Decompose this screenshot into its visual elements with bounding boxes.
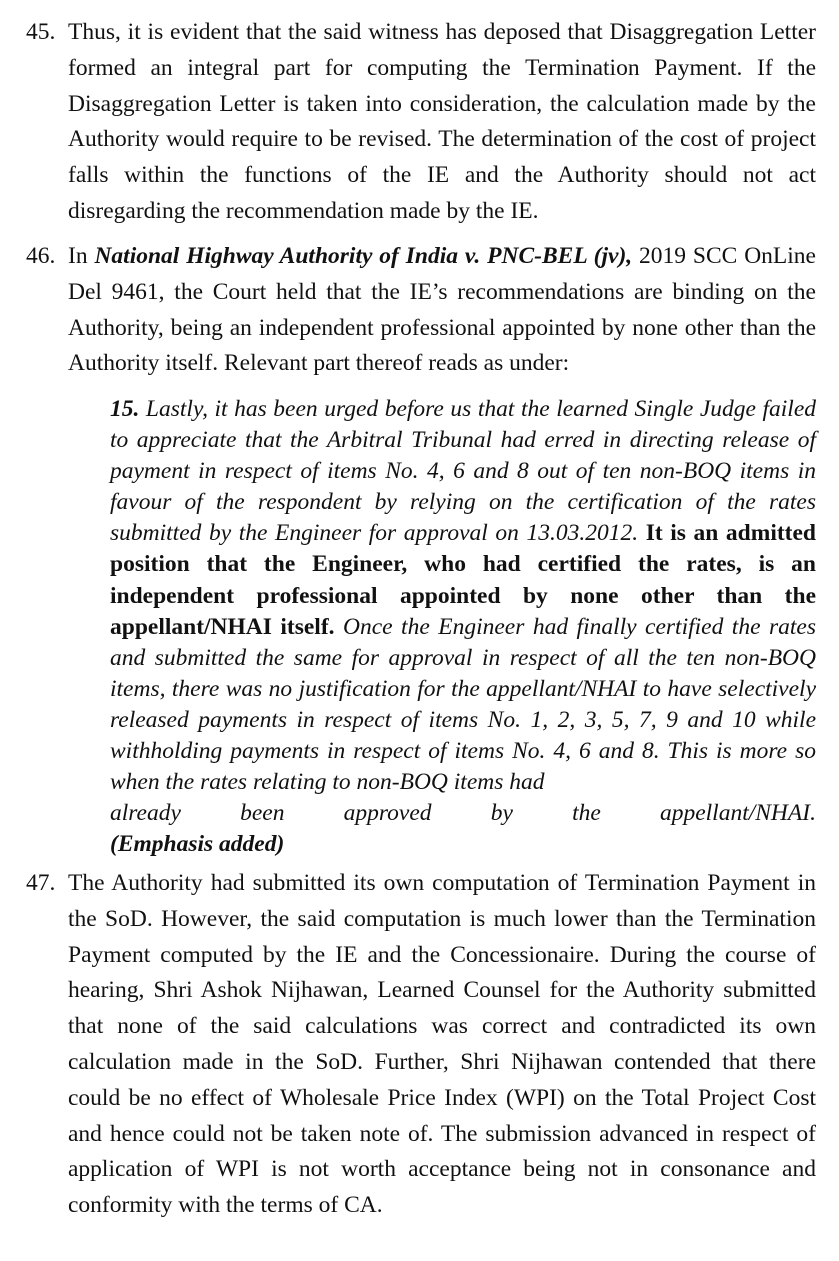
text-before-case: In	[68, 243, 95, 269]
block-quote	[110, 394, 816, 860]
quote-emphasis: It is an admitted position that the Engineer, who had certified the rates, is an independent professional appointed by none other than the appellant/NHAI itself.	[110, 520, 817, 640]
quote-para-number: 15.	[110, 396, 140, 422]
paragraph-text: The Authority had submitted its own computation of Termination Payment in the SoD. However, the said computation is much lower than the Termination Payment computed by the IE and the Concessionaire. During the course of hearing, Shri Ashok Nijhawan, Learned Counsel for the Authority submitted that none of the said calculations was correct and contradicted its own calculation made in the SoD. Further, Shri Nijhawan contended that there could be no effect of Wholesale Price Index (WPI) on the Total Project Cost and hence could not be taken note of. The submission advanced in respect of application of WPI is not worth acceptance being not in consonance and conformity with the terms of CA.	[68, 870, 816, 1219]
paragraph-text	[68, 239, 816, 382]
case-citation: National Highway Authority of India v. PNC-BEL (jv),	[94, 243, 633, 269]
paragraph-number: 45.	[26, 19, 56, 45]
paragraph-46	[26, 239, 816, 382]
text-after-case: 2019 SCC OnLine Del 9461, the Court held that the IE’s recommendations are binding on the Authority, being an independent professional appointed by none other than the Authority itself. Relevant part thereof reads as under:	[68, 243, 816, 377]
quote-word: approved	[343, 800, 432, 827]
paragraph-number: 46.	[26, 243, 56, 269]
quote-text-part2: Once the Engineer had finally certified the rates and submitted the same for approval in respect of all the ten non-BOQ items, there was no justification for the appellant/NHAI to have selectively released payments in respect of items No. 1, 2, 3, 5, 7, 9 and 10 while withholding payments in respect of items No. 4, 6 and 8. This is more so when the rates relating to non-BOQ items had	[110, 613, 816, 796]
quote-word: appellant/NHAI.	[659, 800, 816, 827]
quote-text-part1: Lastly, it has been urged before us that the learned Single Judge failed to appreciate that the Arbitral Tribunal had erred in directing release of payment in respect of items No. 4, 6 and 8 out of ten non-BOQ items in favour of the respondent by relying on the certification of the rates submitted by the Engineer for approval on 13.03.2012.	[110, 396, 816, 547]
quote-word: been	[240, 800, 285, 827]
paragraph-47	[26, 866, 816, 1224]
quote-body	[110, 394, 816, 798]
paragraph-number: 47.	[26, 870, 56, 896]
quote-word: the	[572, 800, 601, 827]
emphasis-note: (Emphasis added)	[110, 831, 285, 858]
paragraph-text: Thus, it is evident that the said witness has deposed that Disaggregation Letter formed an integral part for computing the Termination Payment. If the Disaggregation Letter is taken into consideration, the calculation made by the Authority would require to be revised. The determination of the cost of project falls within the functions of the IE and the Authority should not act disregarding the recommendation made by the IE.	[68, 19, 816, 224]
quote-word: by	[490, 800, 513, 827]
paragraph-45	[26, 15, 816, 230]
quote-word: already	[110, 800, 181, 827]
quote-last-line	[110, 798, 816, 829]
